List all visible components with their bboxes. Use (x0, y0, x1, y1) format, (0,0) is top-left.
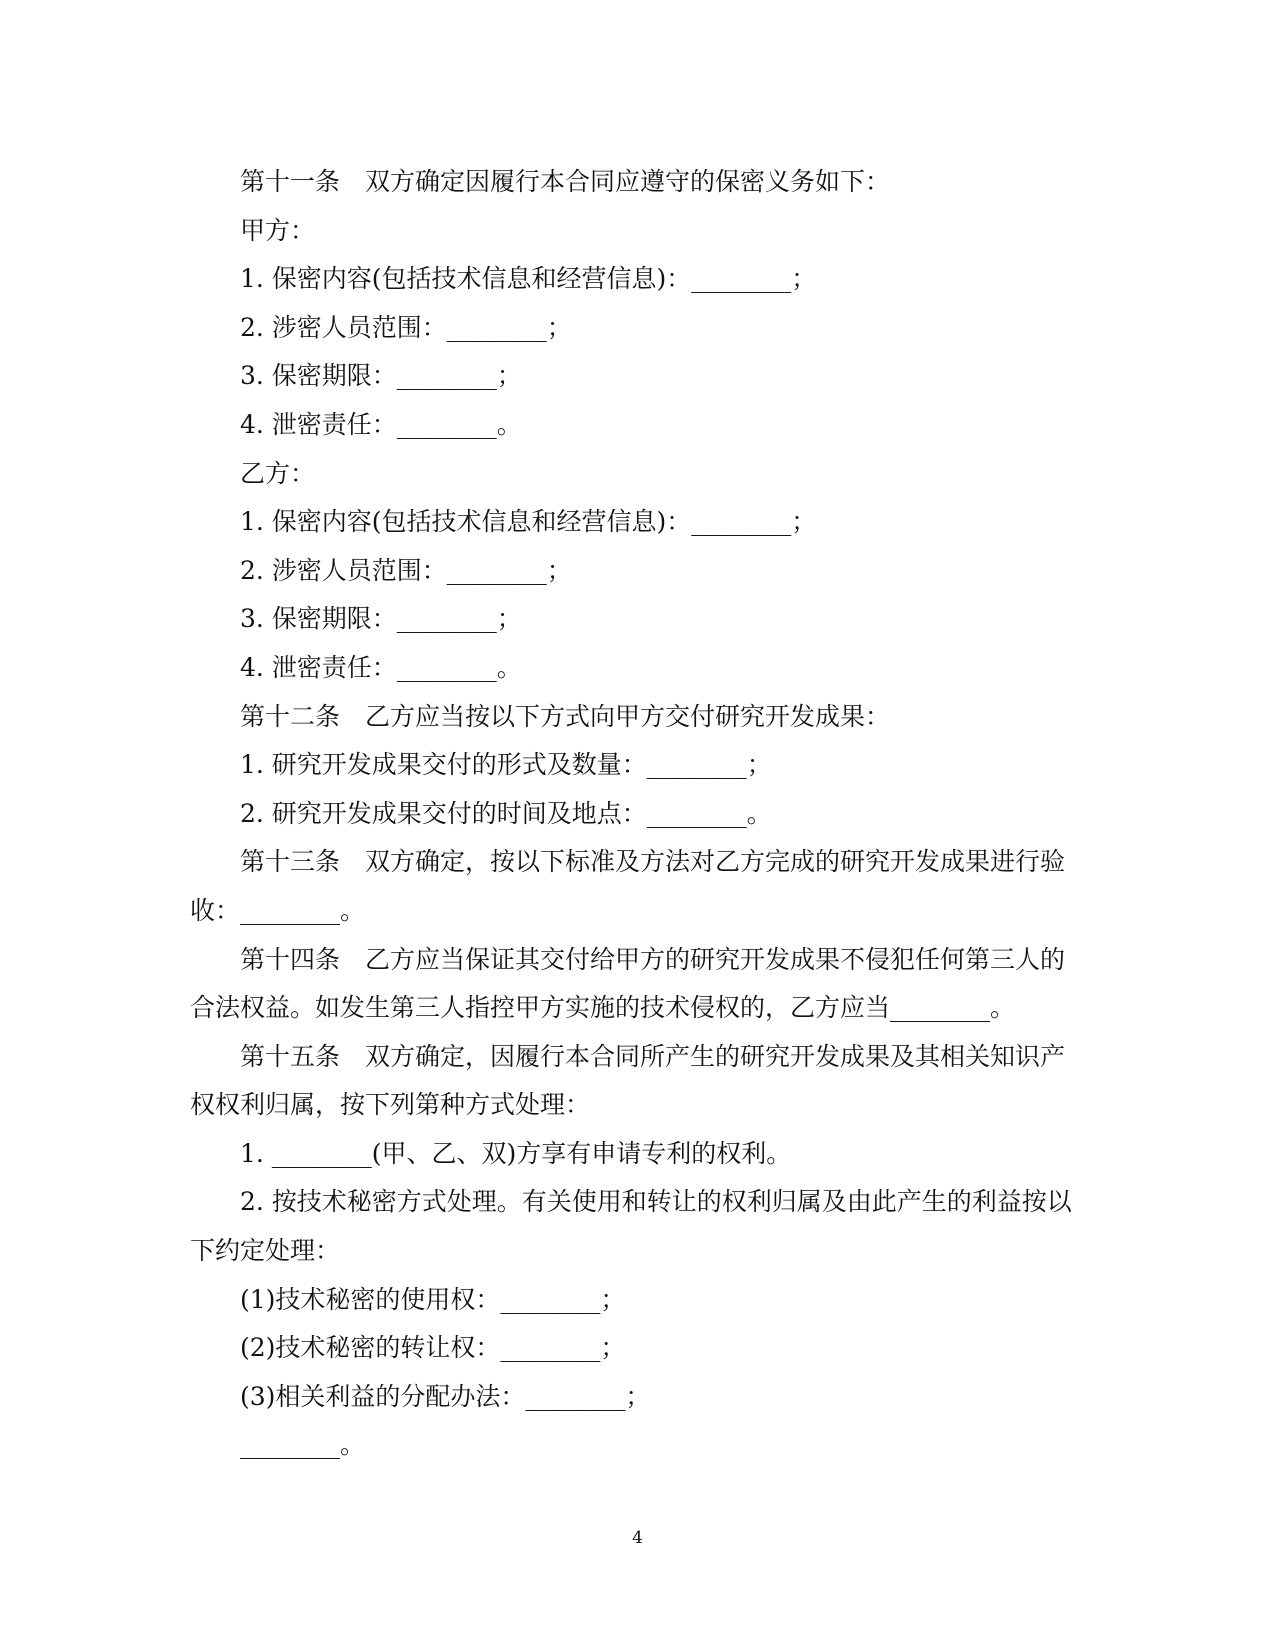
page-number: 4 (632, 1528, 643, 1548)
clause-15-subitem-2: (2)技术秘密的转让权：________； (240, 1333, 626, 1363)
clause-15-item-2-line-2: 下约定处理： (190, 1236, 341, 1266)
party-a-item-2: 2. 涉密人员范围：________； (240, 312, 572, 342)
party-b-item-4: 4. 泄密责任：________。 (240, 652, 522, 682)
clause-13-line-1: 第十三条 双方确定，按以下标准及方法对乙方完成的研究开发成果进行验 (240, 847, 1066, 877)
document-body (190, 158, 1070, 1470)
clause-12-heading: 第十二条 乙方应当按以下方式向甲方交付研究开发成果： (240, 701, 891, 731)
party-a-item-3: 3. 保密期限：________； (240, 361, 522, 391)
party-a-label: 甲方： (240, 215, 316, 245)
clause-15-line-1: 第十五条 双方确定，因履行本合同所产生的研究开发成果及其相关知识产 (240, 1041, 1066, 1071)
clause-15-line-2: 权权利归属，按下列第种方式处理： (190, 1090, 591, 1120)
party-b-item-2: 2. 涉密人员范围：________； (240, 555, 572, 585)
clause-11-heading: 第十一条 双方确定因履行本合同应遵守的保密义务如下： (240, 167, 891, 196)
clause-12-item-2: 2. 研究开发成果交付的时间及地点：________。 (240, 798, 772, 828)
clause-15-subitem-1: (1)技术秘密的使用权：________； (240, 1284, 626, 1314)
party-a-item-1: 1. 保密内容(包括技术信息和经营信息)：________； (240, 264, 817, 294)
clause-14-line-1: 第十四条 乙方应当保证其交付给甲方的研究开发成果不侵犯任何第三人的 (240, 944, 1066, 974)
party-a-item-4: 4. 泄密责任：________。 (240, 409, 522, 439)
party-b-label: 乙方： (240, 458, 316, 488)
clause-15-subitem-3: (3)相关利益的分配办法：________； (240, 1381, 651, 1411)
clause-15-item-1: 1. ________(甲、乙、双)方享有申请专利的权利。 (240, 1138, 792, 1168)
clause-14-line-2: 合法权益。如发生第三人指控甲方实施的技术侵权的，乙方应当________。 (190, 993, 1016, 1023)
party-b-item-3: 3. 保密期限：________； (240, 604, 522, 634)
clause-12-item-1: 1. 研究开发成果交付的形式及数量：________； (240, 750, 772, 780)
clause-13-line-2: 收：________。 (190, 895, 366, 925)
clause-15-blank-line: ________。 (240, 1430, 366, 1460)
party-b-item-1: 1. 保密内容(包括技术信息和经营信息)：________； (240, 507, 817, 537)
clause-15-item-2-line-1: 2. 按技术秘密方式处理。有关使用和转让的权利归属及由此产生的利益按以 (240, 1187, 1072, 1217)
